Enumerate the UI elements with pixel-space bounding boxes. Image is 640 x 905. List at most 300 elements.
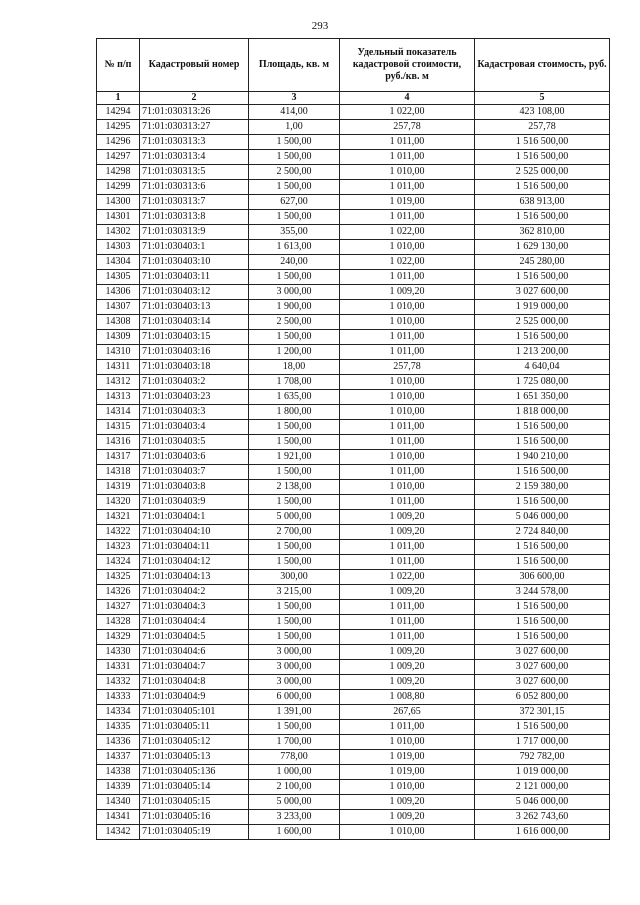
area-cell: 3 000,00: [249, 285, 340, 300]
cadastral-number-cell: 71:01:030403:18: [140, 360, 249, 375]
row-number-cell: 14300: [97, 195, 140, 210]
area-cell: 1 500,00: [249, 555, 340, 570]
area-cell: 6 000,00: [249, 690, 340, 705]
cadastral-value-cell: 1 516 500,00: [475, 420, 610, 435]
specific-value-cell: 1 011,00: [340, 150, 475, 165]
area-cell: 1 700,00: [249, 735, 340, 750]
row-number-cell: 14296: [97, 135, 140, 150]
table-body: [97, 105, 610, 840]
cadastral-number-cell: 71:01:030404:11: [140, 540, 249, 555]
cadastral-value-cell: 1 818 000,00: [475, 405, 610, 420]
area-cell: 2 138,00: [249, 480, 340, 495]
specific-value-cell: 1 011,00: [340, 210, 475, 225]
cadastral-value-cell: 2 724 840,00: [475, 525, 610, 540]
row-number-cell: 14314: [97, 405, 140, 420]
cadastral-number-cell: 71:01:030403:5: [140, 435, 249, 450]
area-cell: 2 500,00: [249, 165, 340, 180]
table-row: [97, 150, 610, 165]
table-row: [97, 270, 610, 285]
column-number: 4: [340, 92, 475, 105]
cadastral-value-cell: 1 019 000,00: [475, 765, 610, 780]
table-row: [97, 555, 610, 570]
row-number-cell: 14328: [97, 615, 140, 630]
cadastral-number-cell: 71:01:030313:3: [140, 135, 249, 150]
area-cell: 1 500,00: [249, 180, 340, 195]
area-cell: 3 000,00: [249, 660, 340, 675]
area-cell: 1 500,00: [249, 420, 340, 435]
cadastral-number-cell: 71:01:030313:27: [140, 120, 249, 135]
column-number: 5: [475, 92, 610, 105]
specific-value-cell: 1 011,00: [340, 465, 475, 480]
table-row: [97, 690, 610, 705]
area-cell: 1,00: [249, 120, 340, 135]
table-row: [97, 420, 610, 435]
area-cell: 5 000,00: [249, 795, 340, 810]
table-row: [97, 645, 610, 660]
specific-value-cell: 1 010,00: [340, 825, 475, 840]
area-cell: 2 700,00: [249, 525, 340, 540]
row-number-cell: 14324: [97, 555, 140, 570]
table-row: [97, 360, 610, 375]
area-cell: 18,00: [249, 360, 340, 375]
cadastral-number-cell: 71:01:030405:12: [140, 735, 249, 750]
cadastral-number-cell: 71:01:030403:2: [140, 375, 249, 390]
column-number: 1: [97, 92, 140, 105]
table-row: [97, 435, 610, 450]
specific-value-cell: 1 009,20: [340, 525, 475, 540]
specific-value-cell: 1 009,20: [340, 285, 475, 300]
cadastral-value-cell: 1 516 500,00: [475, 720, 610, 735]
table-row: [97, 240, 610, 255]
table-row: [97, 720, 610, 735]
cadastral-number-cell: 71:01:030403:1: [140, 240, 249, 255]
header-row-number: № п/п: [97, 39, 140, 92]
table-row: [97, 600, 610, 615]
area-cell: 1 500,00: [249, 540, 340, 555]
table-row: [97, 525, 610, 540]
table-row: [97, 480, 610, 495]
cadastral-number-cell: 71:01:030404:6: [140, 645, 249, 660]
cadastral-number-cell: 71:01:030403:14: [140, 315, 249, 330]
row-number-cell: 14329: [97, 630, 140, 645]
specific-value-cell: 1 010,00: [340, 300, 475, 315]
cadastral-number-cell: 71:01:030404:9: [140, 690, 249, 705]
area-cell: 1 200,00: [249, 345, 340, 360]
area-cell: 1 500,00: [249, 150, 340, 165]
cadastral-number-cell: 71:01:030313:5: [140, 165, 249, 180]
column-number-row: [97, 92, 610, 105]
row-number-cell: 14315: [97, 420, 140, 435]
cadastral-value-cell: 4 640,04: [475, 360, 610, 375]
area-cell: 1 635,00: [249, 390, 340, 405]
table-row: [97, 675, 610, 690]
cadastral-value-cell: 1 516 500,00: [475, 600, 610, 615]
cadastral-value-cell: 1 919 000,00: [475, 300, 610, 315]
specific-value-cell: 1 009,20: [340, 810, 475, 825]
cadastral-value-cell: 2 525 000,00: [475, 315, 610, 330]
header-specific-value: Удельный показатель кадастровой стоимости, руб./кв. м: [340, 39, 475, 92]
cadastral-number-cell: 71:01:030313:9: [140, 225, 249, 240]
cadastral-value-cell: 1 940 210,00: [475, 450, 610, 465]
table-row: [97, 225, 610, 240]
cadastral-number-cell: 71:01:030404:1: [140, 510, 249, 525]
row-number-cell: 14340: [97, 795, 140, 810]
column-number: 2: [140, 92, 249, 105]
area-cell: 1 600,00: [249, 825, 340, 840]
specific-value-cell: 1 009,20: [340, 510, 475, 525]
row-number-cell: 14332: [97, 675, 140, 690]
cadastral-value-cell: 1 717 000,00: [475, 735, 610, 750]
cadastral-number-cell: 71:01:030313:4: [140, 150, 249, 165]
specific-value-cell: 1 010,00: [340, 240, 475, 255]
row-number-cell: 14335: [97, 720, 140, 735]
cadastral-number-cell: 71:01:030405:15: [140, 795, 249, 810]
cadastral-value-cell: 2 525 000,00: [475, 165, 610, 180]
cadastral-number-cell: 71:01:030404:10: [140, 525, 249, 540]
cadastral-number-cell: 71:01:030404:4: [140, 615, 249, 630]
cadastral-value-cell: 1 516 500,00: [475, 180, 610, 195]
specific-value-cell: 1 010,00: [340, 390, 475, 405]
specific-value-cell: 1 019,00: [340, 750, 475, 765]
table-row: [97, 750, 610, 765]
specific-value-cell: 1 011,00: [340, 600, 475, 615]
cadastral-number-cell: 71:01:030404:8: [140, 675, 249, 690]
specific-value-cell: 1 010,00: [340, 480, 475, 495]
row-number-cell: 14294: [97, 105, 140, 120]
specific-value-cell: 1 010,00: [340, 735, 475, 750]
specific-value-cell: 1 022,00: [340, 255, 475, 270]
table-row: [97, 510, 610, 525]
table-row: [97, 315, 610, 330]
cadastral-number-cell: 71:01:030405:11: [140, 720, 249, 735]
cadastral-value-cell: 3 244 578,00: [475, 585, 610, 600]
cadastral-value-cell: 6 052 800,00: [475, 690, 610, 705]
specific-value-cell: 1 010,00: [340, 780, 475, 795]
cadastral-number-cell: 71:01:030405:101: [140, 705, 249, 720]
area-cell: 2 500,00: [249, 315, 340, 330]
area-cell: 1 613,00: [249, 240, 340, 255]
specific-value-cell: 1 010,00: [340, 405, 475, 420]
specific-value-cell: 257,78: [340, 360, 475, 375]
table-row: [97, 795, 610, 810]
cadastral-value-cell: 2 159 380,00: [475, 480, 610, 495]
cadastral-value-cell: 1 516 500,00: [475, 495, 610, 510]
area-cell: 1 500,00: [249, 465, 340, 480]
table-row: [97, 540, 610, 555]
table-row: [97, 105, 610, 120]
cadastral-value-cell: 2 121 000,00: [475, 780, 610, 795]
table-row: [97, 735, 610, 750]
column-number: 3: [249, 92, 340, 105]
row-number-cell: 14336: [97, 735, 140, 750]
specific-value-cell: 1 011,00: [340, 420, 475, 435]
table-row: [97, 345, 610, 360]
page-number: 293: [311, 20, 329, 32]
specific-value-cell: 1 010,00: [340, 165, 475, 180]
cadastral-value-cell: 1 651 350,00: [475, 390, 610, 405]
specific-value-cell: 1 011,00: [340, 615, 475, 630]
cadastral-value-cell: 3 262 743,60: [475, 810, 610, 825]
specific-value-cell: 267,65: [340, 705, 475, 720]
specific-value-cell: 1 011,00: [340, 270, 475, 285]
cadastral-value-table: [96, 38, 610, 840]
cadastral-number-cell: 71:01:030403:7: [140, 465, 249, 480]
cadastral-value-cell: 3 027 600,00: [475, 645, 610, 660]
row-number-cell: 14297: [97, 150, 140, 165]
area-cell: 1 500,00: [249, 435, 340, 450]
cadastral-value-cell: 3 027 600,00: [475, 660, 610, 675]
table-row: [97, 570, 610, 585]
area-cell: 1 800,00: [249, 405, 340, 420]
cadastral-value-cell: 423 108,00: [475, 105, 610, 120]
row-number-cell: 14313: [97, 390, 140, 405]
header-area: Площадь, кв. м: [249, 39, 340, 92]
table-row: [97, 810, 610, 825]
specific-value-cell: 1 022,00: [340, 105, 475, 120]
cadastral-number-cell: 71:01:030403:23: [140, 390, 249, 405]
cadastral-number-cell: 71:01:030313:7: [140, 195, 249, 210]
cadastral-value-cell: 1 629 130,00: [475, 240, 610, 255]
area-cell: 1 500,00: [249, 210, 340, 225]
table-row: [97, 390, 610, 405]
row-number-cell: 14337: [97, 750, 140, 765]
cadastral-number-cell: 71:01:030403:13: [140, 300, 249, 315]
specific-value-cell: 1 011,00: [340, 135, 475, 150]
row-number-cell: 14311: [97, 360, 140, 375]
cadastral-value-cell: 1 516 500,00: [475, 270, 610, 285]
table-row: [97, 780, 610, 795]
table-row: [97, 120, 610, 135]
cadastral-number-cell: 71:01:030404:7: [140, 660, 249, 675]
table-row: [97, 195, 610, 210]
cadastral-value-cell: 3 027 600,00: [475, 675, 610, 690]
row-number-cell: 14306: [97, 285, 140, 300]
cadastral-value-cell: 362 810,00: [475, 225, 610, 240]
specific-value-cell: 257,78: [340, 120, 475, 135]
specific-value-cell: 1 009,20: [340, 645, 475, 660]
area-cell: 1 708,00: [249, 375, 340, 390]
row-number-cell: 14326: [97, 585, 140, 600]
row-number-cell: 14309: [97, 330, 140, 345]
specific-value-cell: 1 022,00: [340, 570, 475, 585]
table-row: [97, 255, 610, 270]
row-number-cell: 14342: [97, 825, 140, 840]
cadastral-value-cell: 3 027 600,00: [475, 285, 610, 300]
specific-value-cell: 1 019,00: [340, 195, 475, 210]
row-number-cell: 14303: [97, 240, 140, 255]
cadastral-value-cell: 1 213 200,00: [475, 345, 610, 360]
row-number-cell: 14317: [97, 450, 140, 465]
cadastral-number-cell: 71:01:030405:136: [140, 765, 249, 780]
row-number-cell: 14305: [97, 270, 140, 285]
cadastral-number-cell: 71:01:030405:16: [140, 810, 249, 825]
row-number-cell: 14299: [97, 180, 140, 195]
specific-value-cell: 1 011,00: [340, 345, 475, 360]
row-number-cell: 14323: [97, 540, 140, 555]
cadastral-value-cell: 1 516 500,00: [475, 540, 610, 555]
cadastral-value-cell: 1 516 500,00: [475, 435, 610, 450]
table-header-row: [97, 39, 610, 92]
table-row: [97, 765, 610, 780]
specific-value-cell: 1 011,00: [340, 630, 475, 645]
cadastral-number-cell: 71:01:030403:3: [140, 405, 249, 420]
table-row: [97, 450, 610, 465]
row-number-cell: 14304: [97, 255, 140, 270]
area-cell: 5 000,00: [249, 510, 340, 525]
row-number-cell: 14301: [97, 210, 140, 225]
cadastral-value-cell: 1 516 500,00: [475, 150, 610, 165]
table-row: [97, 615, 610, 630]
cadastral-number-cell: 71:01:030404:2: [140, 585, 249, 600]
table-row: [97, 135, 610, 150]
specific-value-cell: 1 011,00: [340, 555, 475, 570]
cadastral-value-cell: 1 725 080,00: [475, 375, 610, 390]
area-cell: 3 215,00: [249, 585, 340, 600]
cadastral-value-cell: 1 516 500,00: [475, 630, 610, 645]
cadastral-number-cell: 71:01:030403:16: [140, 345, 249, 360]
row-number-cell: 14310: [97, 345, 140, 360]
area-cell: 1 500,00: [249, 615, 340, 630]
row-number-cell: 14327: [97, 600, 140, 615]
table-row: [97, 165, 610, 180]
cadastral-value-cell: 1 516 500,00: [475, 210, 610, 225]
area-cell: 240,00: [249, 255, 340, 270]
table-row: [97, 405, 610, 420]
specific-value-cell: 1 011,00: [340, 435, 475, 450]
cadastral-value-cell: 1 616 000,00: [475, 825, 610, 840]
cadastral-value-cell: 638 913,00: [475, 195, 610, 210]
row-number-cell: 14298: [97, 165, 140, 180]
row-number-cell: 14334: [97, 705, 140, 720]
table-row: [97, 660, 610, 675]
row-number-cell: 14339: [97, 780, 140, 795]
row-number-cell: 14307: [97, 300, 140, 315]
specific-value-cell: 1 009,20: [340, 585, 475, 600]
cadastral-value-cell: 5 046 000,00: [475, 795, 610, 810]
cadastral-number-cell: 71:01:030403:8: [140, 480, 249, 495]
cadastral-value-cell: 1 516 500,00: [475, 465, 610, 480]
specific-value-cell: 1 010,00: [340, 450, 475, 465]
cadastral-number-cell: 71:01:030313:8: [140, 210, 249, 225]
cadastral-value-cell: 1 516 500,00: [475, 330, 610, 345]
cadastral-number-cell: 71:01:030403:11: [140, 270, 249, 285]
row-number-cell: 14321: [97, 510, 140, 525]
cadastral-number-cell: 71:01:030403:10: [140, 255, 249, 270]
area-cell: 1 500,00: [249, 330, 340, 345]
cadastral-value-cell: 257,78: [475, 120, 610, 135]
table-row: [97, 585, 610, 600]
area-cell: 1 000,00: [249, 765, 340, 780]
specific-value-cell: 1 009,20: [340, 660, 475, 675]
area-cell: 1 500,00: [249, 720, 340, 735]
area-cell: 3 000,00: [249, 645, 340, 660]
cadastral-number-cell: 71:01:030403:4: [140, 420, 249, 435]
area-cell: 627,00: [249, 195, 340, 210]
cadastral-value-cell: 245 280,00: [475, 255, 610, 270]
row-number-cell: 14341: [97, 810, 140, 825]
specific-value-cell: 1 010,00: [340, 315, 475, 330]
table-row: [97, 210, 610, 225]
cadastral-value-cell: 1 516 500,00: [475, 615, 610, 630]
area-cell: 414,00: [249, 105, 340, 120]
row-number-cell: 14338: [97, 765, 140, 780]
area-cell: 1 500,00: [249, 600, 340, 615]
row-number-cell: 14331: [97, 660, 140, 675]
specific-value-cell: 1 011,00: [340, 720, 475, 735]
cadastral-value-cell: 306 600,00: [475, 570, 610, 585]
cadastral-number-cell: 71:01:030404:12: [140, 555, 249, 570]
cadastral-number-cell: 71:01:030405:14: [140, 780, 249, 795]
area-cell: 1 921,00: [249, 450, 340, 465]
row-number-cell: 14316: [97, 435, 140, 450]
cadastral-value-cell: 792 782,00: [475, 750, 610, 765]
table-row: [97, 630, 610, 645]
row-number-cell: 14302: [97, 225, 140, 240]
cadastral-number-cell: 71:01:030403:9: [140, 495, 249, 510]
header-cadastral-value: Кадастровая стоимость, руб.: [475, 39, 610, 92]
cadastral-value-cell: 1 516 500,00: [475, 135, 610, 150]
table-row: [97, 495, 610, 510]
area-cell: 300,00: [249, 570, 340, 585]
cadastral-number-cell: 71:01:030405:19: [140, 825, 249, 840]
row-number-cell: 14318: [97, 465, 140, 480]
cadastral-number-cell: 71:01:030403:6: [140, 450, 249, 465]
row-number-cell: 14330: [97, 645, 140, 660]
row-number-cell: 14319: [97, 480, 140, 495]
area-cell: 3 233,00: [249, 810, 340, 825]
specific-value-cell: 1 022,00: [340, 225, 475, 240]
area-cell: 1 500,00: [249, 270, 340, 285]
cadastral-value-cell: 372 301,15: [475, 705, 610, 720]
area-cell: 1 900,00: [249, 300, 340, 315]
cadastral-number-cell: 71:01:030405:13: [140, 750, 249, 765]
table-row: [97, 300, 610, 315]
table-row: [97, 705, 610, 720]
row-number-cell: 14320: [97, 495, 140, 510]
area-cell: 355,00: [249, 225, 340, 240]
table-row: [97, 465, 610, 480]
cadastral-number-cell: 71:01:030403:12: [140, 285, 249, 300]
table-row: [97, 825, 610, 840]
row-number-cell: 14322: [97, 525, 140, 540]
area-cell: 2 100,00: [249, 780, 340, 795]
specific-value-cell: 1 009,20: [340, 675, 475, 690]
specific-value-cell: 1 009,20: [340, 795, 475, 810]
row-number-cell: 14312: [97, 375, 140, 390]
area-cell: 778,00: [249, 750, 340, 765]
table-row: [97, 330, 610, 345]
specific-value-cell: 1 011,00: [340, 540, 475, 555]
specific-value-cell: 1 008,80: [340, 690, 475, 705]
cadastral-number-cell: 71:01:030313:26: [140, 105, 249, 120]
cadastral-number-cell: 71:01:030404:13: [140, 570, 249, 585]
specific-value-cell: 1 011,00: [340, 495, 475, 510]
area-cell: 1 500,00: [249, 495, 340, 510]
cadastral-value-cell: 1 516 500,00: [475, 555, 610, 570]
row-number-cell: 14333: [97, 690, 140, 705]
table-row: [97, 180, 610, 195]
specific-value-cell: 1 010,00: [340, 375, 475, 390]
cadastral-number-cell: 71:01:030313:6: [140, 180, 249, 195]
header-cadastral-number: Кадастровый номер: [140, 39, 249, 92]
area-cell: 1 500,00: [249, 630, 340, 645]
cadastral-number-cell: 71:01:030403:15: [140, 330, 249, 345]
cadastral-number-cell: 71:01:030404:3: [140, 600, 249, 615]
specific-value-cell: 1 011,00: [340, 330, 475, 345]
table-row: [97, 285, 610, 300]
row-number-cell: 14295: [97, 120, 140, 135]
area-cell: 1 391,00: [249, 705, 340, 720]
